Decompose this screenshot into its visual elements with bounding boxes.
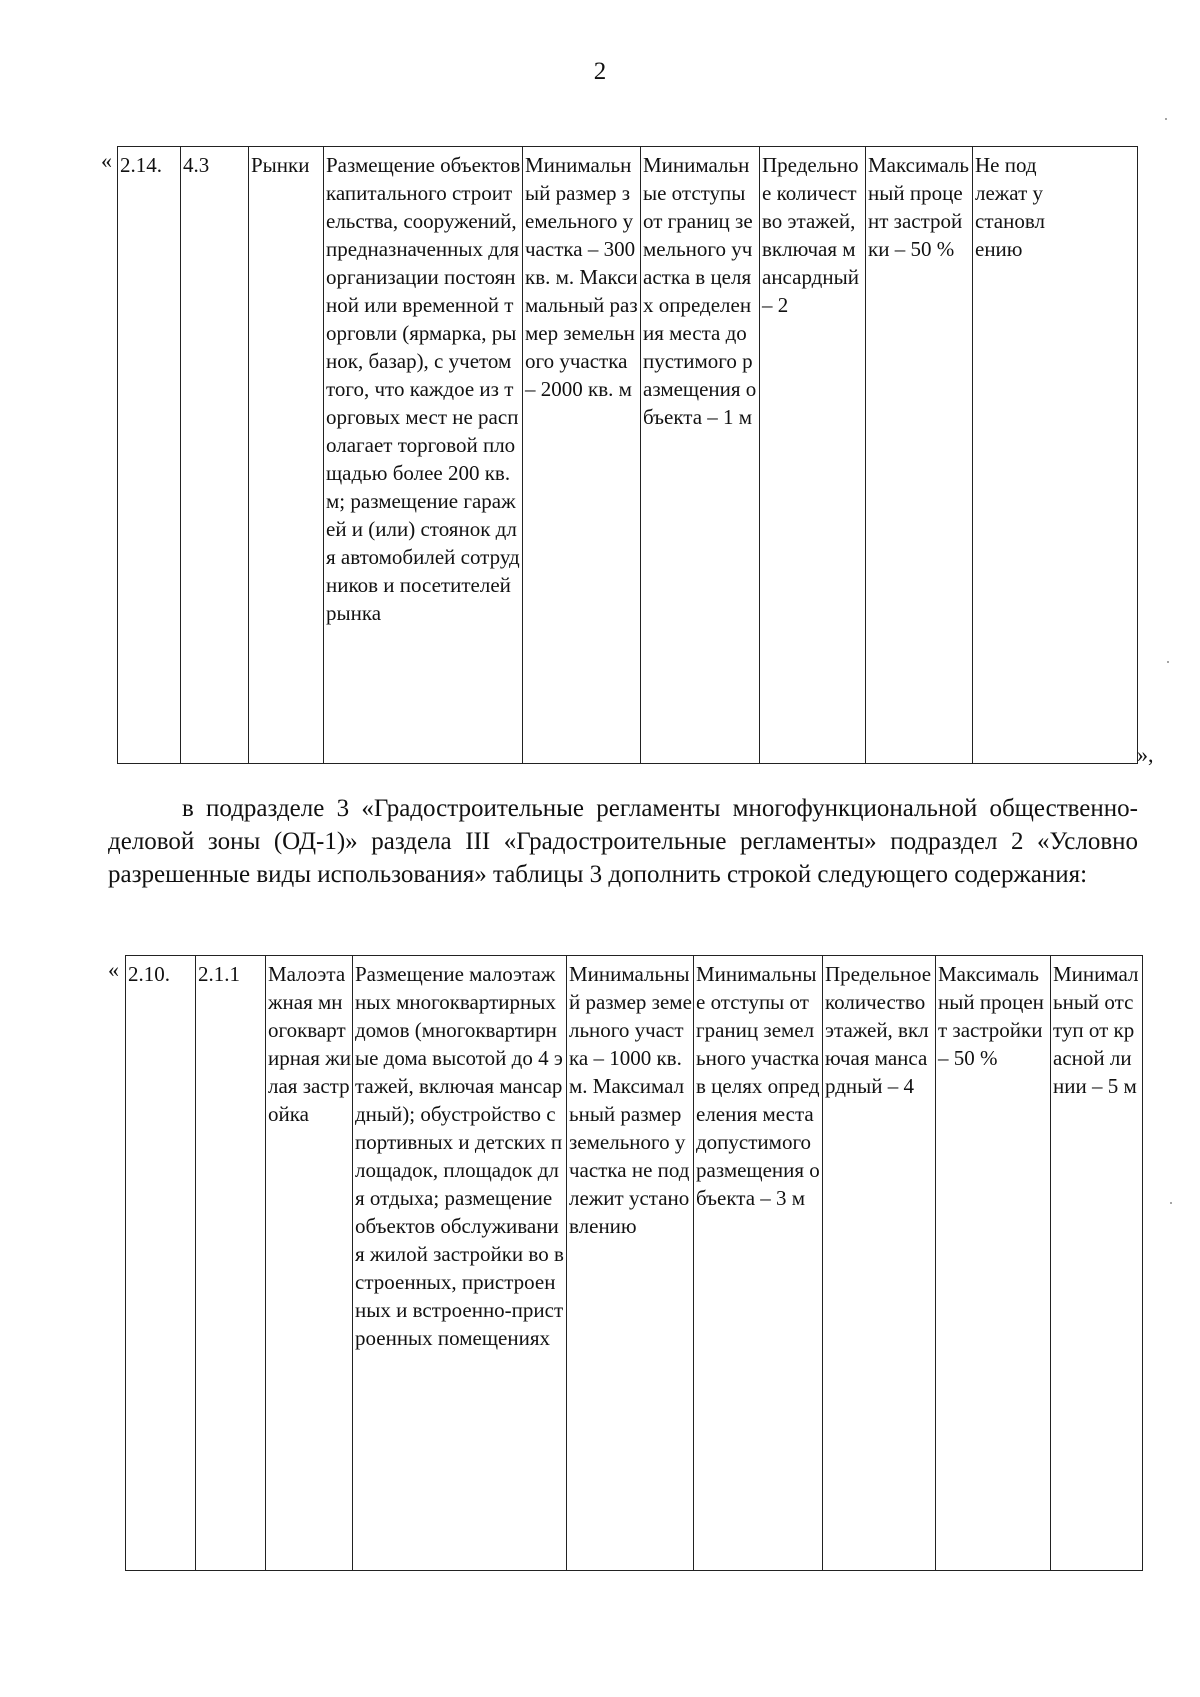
floors-cell: Предельное количество этажей, включая мансардный – 2 [760, 147, 866, 764]
table-row [118, 147, 1138, 764]
use-code-cell: 4.3 [181, 147, 249, 764]
row-number-cell: 2.14. [118, 147, 181, 764]
use-name-cell: Малоэтажная многоквартирная жилая застройка [266, 956, 353, 1571]
row-number-cell: 2.10. [126, 956, 196, 1571]
coverage-cell: Максимальный процент застройки – 50 % [866, 147, 973, 764]
setbacks-cell: Минимальные отступы от границ земельного участка в целях определения места допустимого размещения объекта – 1 м [641, 147, 760, 764]
table2-regulation-row [125, 955, 1143, 1571]
plot-size-cell: Минимальный размер земельного участка – 300 кв. м. Максимальный размер земельного участка – 2000 кв. м [523, 147, 641, 764]
other-limits-cell: Минимальный отступ от красной линии – 5 м [1051, 956, 1143, 1571]
floors-cell: Предельное количество этажей, включая мансардный – 4 [823, 956, 936, 1571]
table1-close-quote: », [1137, 742, 1154, 767]
other-limits-cell: Не подлежат установлению [973, 147, 1138, 764]
use-description-cell: Размещение объектов капитального строительства, сооружений, предназначенных для организации постоянной или временной торговли (ярмарка, рынок, базар), с учетом того, что каждое из торговых мест не располагает торговой площадью более 200 кв. м; размещение гаражей и (или) стоянок для автомобилей сотрудников и посетителей рынка [324, 147, 523, 764]
plot-size-cell: Минимальный размер земельного участка – 1000 кв. м. Максимальный размер земельного участка не подлежит установлению [567, 956, 694, 1571]
scan-speck [1170, 1202, 1172, 1204]
use-name-cell: Рынки [249, 147, 324, 764]
scan-speck [1167, 661, 1169, 663]
table1-open-quote: « [101, 148, 112, 173]
scan-speck [1165, 118, 1167, 120]
page-number: 2 [593, 58, 607, 85]
setbacks-cell: Минимальные отступы от границ земельного участка в целях определения места допустимого размещения объекта – 3 м [694, 956, 823, 1571]
use-code-cell: 2.1.1 [196, 956, 266, 1571]
use-description-cell: Размещение малоэтажных многоквартирных домов (многоквартирные дома высотой до 4 этажей, включая мансардный); обустройство спортивных и детских площадок, площадок для отдыха; размещение объектов обслуживания жилой застройки во встроенных, пристроенных и встроенно-пристроенных помещениях [353, 956, 567, 1571]
coverage-cell: Максимальный процент застройки – 50 % [936, 956, 1051, 1571]
table2-open-quote: « [108, 957, 119, 982]
table1-regulation-row [117, 146, 1138, 764]
amendment-paragraph: в подразделе 3 «Градостроительные регламенты многофункциональной общественно-деловой зоны (ОД-1)» раздела III «Градостроительные регламенты» подраздел 2 «Условно разрешенные виды использования» таблицы 3 дополнить строкой следующего содержания: [108, 795, 1138, 888]
table-row [126, 956, 1143, 1571]
